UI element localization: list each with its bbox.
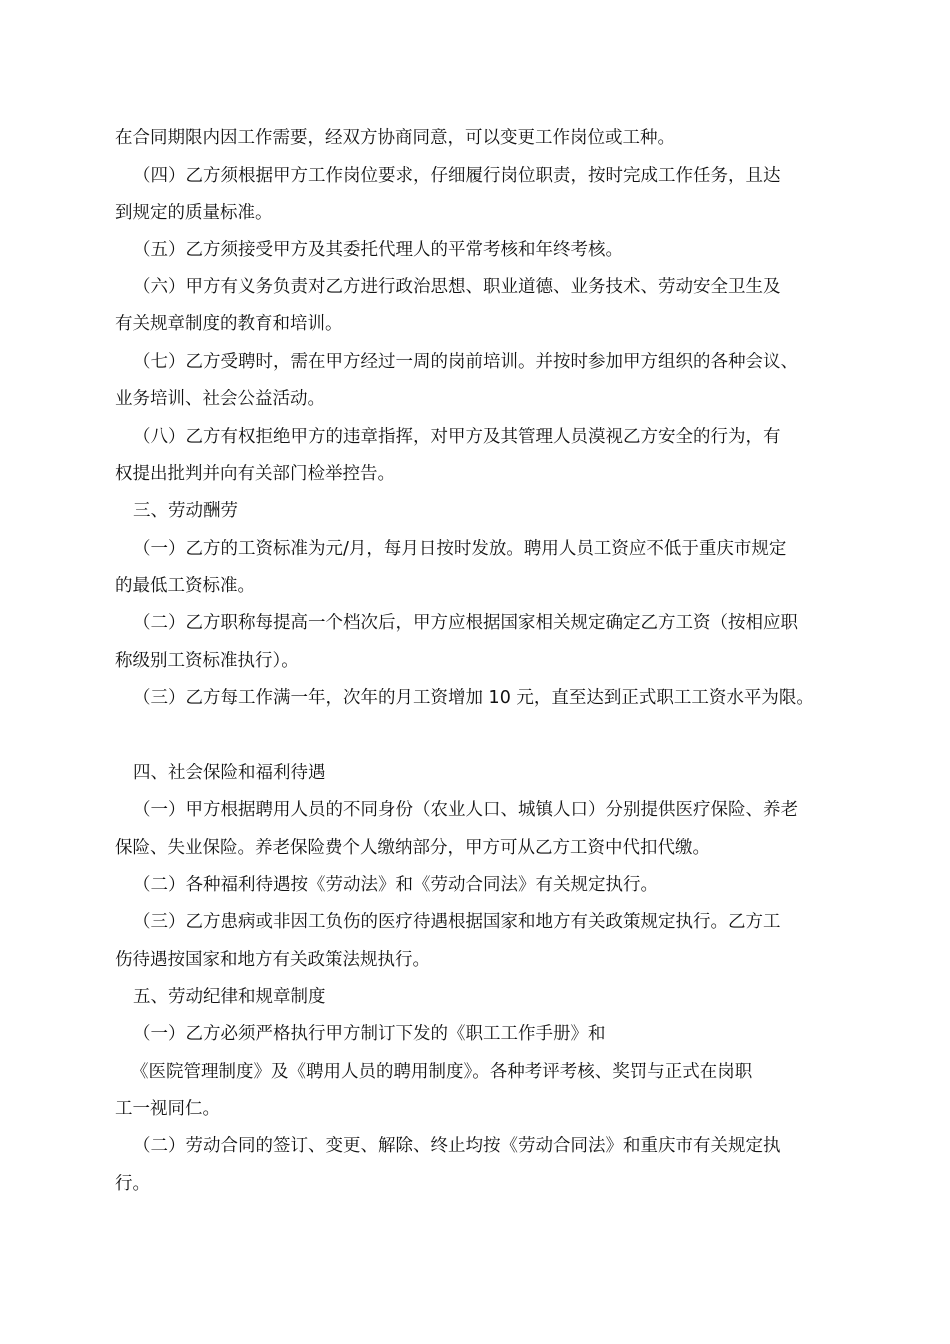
section-heading-3: 三、劳动酬劳 [133, 501, 238, 521]
discipline-clause-2-line-2: 行。 [115, 1174, 150, 1194]
text-line: 在合同期限内因工作需要，经双方协商同意，可以变更工作岗位或工种。 [115, 128, 675, 148]
clause-6-line-2: 有关规章制度的教育和培训。 [115, 314, 343, 334]
insurance-clause-3-line-1: （三）乙方患病或非因工负伤的医疗待遇根据国家和地方有关政策规定执行。乙方工 [133, 912, 781, 932]
clause-8-line-1: （八）乙方有权拒绝甲方的违章指挥，对甲方及其管理人员漠视乙方安全的行为，有 [133, 427, 781, 447]
pay-clause-1-line-2: 的最低工资标准。 [115, 576, 255, 596]
insurance-clause-2: （二）各种福利待遇按《劳动法》和《劳动合同法》有关规定执行。 [133, 875, 658, 895]
section-heading-5: 五、劳动纪律和规章制度 [133, 987, 326, 1007]
clause-7-line-1: （七）乙方受聘时，需在甲方经过一周的岗前培训。并按时参加甲方组织的各种会议、 [133, 352, 798, 372]
clause-5: （五）乙方须接受甲方及其委托代理人的平常考核和年终考核。 [133, 240, 623, 260]
clause-6-line-1: （六）甲方有义务负责对乙方进行政治思想、职业道德、业务技术、劳动安全卫生及 [133, 277, 781, 297]
section-heading-4: 四、社会保险和福利待遇 [133, 763, 326, 783]
discipline-clause-1-line-3: 工一视同仁。 [115, 1099, 220, 1119]
pay-clause-3: （三）乙方每工作满一年，次年的月工资增加 10 元，直至达到正式职工工资水平为限。 [133, 688, 814, 708]
clause-8-line-2: 权提出批判并向有关部门检举控告。 [115, 464, 395, 484]
discipline-clause-1-line-1: （一）乙方必须严格执行甲方制订下发的《职工工作手册》和 [133, 1024, 606, 1044]
insurance-clause-1-line-1: （一）甲方根据聘用人员的不同身份（农业人口、城镇人口）分别提供医疗保险、养老 [133, 800, 798, 820]
insurance-clause-1-line-2: 保险、失业保险。养老保险费个人缴纳部分，甲方可从乙方工资中代扣代缴。 [115, 838, 710, 858]
clause-4-line-1: （四）乙方须根据甲方工作岗位要求，仔细履行岗位职责，按时完成工作任务，且达 [133, 166, 781, 186]
discipline-clause-1-line-2: 《医院管理制度》及《聘用人员的聘用制度》。各种考评考核、奖罚与正式在岗职 [131, 1062, 753, 1082]
pay-clause-1-line-1: （一）乙方的工资标准为元/月，每月日按时发放。聘用人员工资应不低于重庆市规定 [133, 539, 787, 559]
clause-7-line-2: 业务培训、社会公益活动。 [115, 389, 325, 409]
clause-4-line-2: 到规定的质量标准。 [115, 203, 273, 223]
pay-clause-2-line-2: 称级别工资标准执行）。 [115, 651, 299, 671]
pay-clause-2-line-1: （二）乙方职称每提高一个档次后，甲方应根据国家相关规定确定乙方工资（按相应职 [133, 613, 798, 633]
discipline-clause-2-line-1: （二）劳动合同的签订、变更、解除、终止均按《劳动合同法》和重庆市有关规定执 [133, 1136, 781, 1156]
insurance-clause-3-line-2: 伤待遇按国家和地方有关政策法规执行。 [115, 950, 430, 970]
